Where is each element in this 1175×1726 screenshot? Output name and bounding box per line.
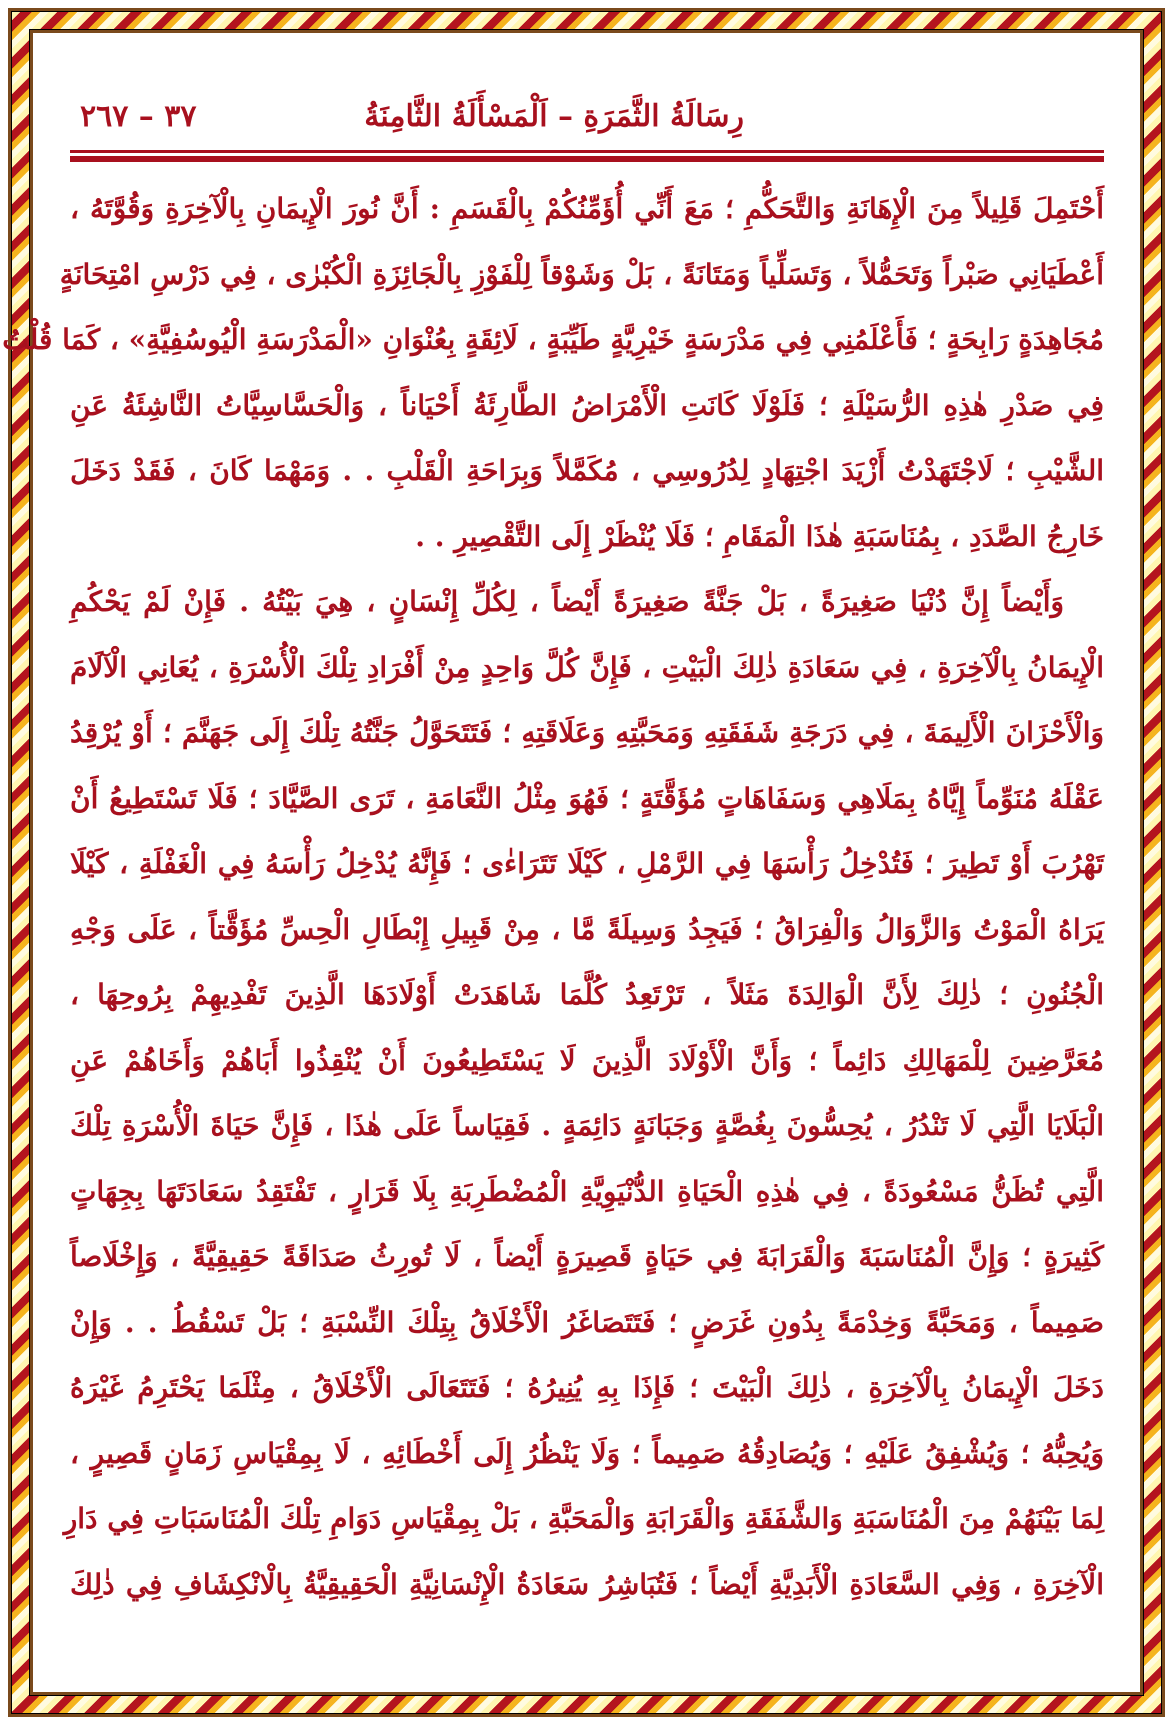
page-number: ٣٧ – ٢٦٧ (80, 98, 197, 134)
text-line: الْبَلَايَا الَّتِي لَا تَنْدُرُ ، يُحِسُّونَ بِغُصَّةٍ وَجَبَانَةٍ دَائِمَةٍ . فَقِيَاساً عَلَى هٰذَا ، فَإِنَّ حَيَاةَ الْأُسْرَةِ تِلْكَ (70, 1109, 1104, 1142)
text-line: الْآخِرَةِ ، وَفِي السَّعَادَةِ الْأَبَدِيَّةِ أَيْضاً ؛ فَتُبَاشِرُ سَعَادَةُ الْإِنْسَانِيَّةِ الْحَقِيقِيَّةُ بِالْانْكِشَافِ فِي ذٰلِكَ (70, 1567, 1104, 1601)
text-line: دَخَلَ الْإِيمَانُ بِالْآخِرَةِ ، ذٰلِكَ الْبَيْتَ ؛ فَإِذَا بِهِ يُنِيرُهُ ؛ فَتَتَعَالَى الْأَخْلَاقُ ، مِثْلَمَا يَحْتَرِمُ غَيْرَهُ (70, 1371, 1104, 1404)
header-rule-thin (70, 150, 1104, 153)
text-line: فِي صَدْرِ هٰذِهِ الرُّسَيْلَةِ ؛ فَلَوْلَا كَانَتِ الْأَمْرَاضُ الطَّارِئَةُ أَحْيَاناً ، وَالْحَسَّاسِيَّاتُ النَّاشِئَةُ عَنِ (70, 388, 1104, 422)
text-line: الْجُنُونِ ؛ ذٰلِكَ لِأَنَّ الْوَالِدَةَ مَثَلاً ، تَرْتَعِدُ كُلَّمَا شَاهَدَتْ أَوْلَادَهَا الَّذِينَ تَفْدِيهِمْ بِرُوحِهَا ، (70, 978, 1104, 1011)
text-line: عَقْلَهُ مُنَوِّماً إِيَّاهُ بِمَلَاهِي وَسَفَاهَاتٍ مُؤَقَّتَةٍ ؛ فَهُوَ مِثْلُ النَّعَامَةِ ، تَرَى الصَّيَّادَ ؛ فَلَا تَسْتَطِيعُ أَنْ (70, 781, 1104, 815)
text-line: أَعْطَيَانِي صَبْراً وَتَحَمُّلاً ، وَتَسَلِّياً وَمَتَانَةً ، بَلْ وَشَوْقاً لِلْفَوْزِ بِالْجَائِزَةِ الْكُبْرٰى ، فِي دَرْسِ امْتِحَانَةٍ (59, 257, 1104, 291)
header-rule-thick (70, 156, 1104, 162)
text-line: الَّتِي تُظَنُّ مَسْعُودَةً ، فِي هٰذِهِ الْحَيَاةِ الدُّنْيَوِيَّةِ الْمُضْطَرِبَةِ بِلَا قَرَارٍ ، تَفْتَقِدُ سَعَادَتَهَا بِجِهَاتٍ (70, 1174, 1104, 1208)
text-line: مُجَاهِدَةٍ رَابِحَةٍ ؛ فَأَعْلَمُنِي فِي مَدْرَسَةٍ خَيْرِيَّةٍ طَيِّبَةٍ ، لَائِقَةٍ بِعُنْوَانِ «الْمَدْرَسَةِ الْيُوسُفِيَّةِ» ، كَمَا قُلْتُ (2, 323, 1104, 356)
paragraph-2 (63, 569, 1104, 1617)
text-line: لِمَا بَيْنَهُمْ مِنَ الْمُنَاسَبَةِ وَالشَّفَقَةِ وَالْقَرَابَةِ وَالْمَحَبَّةِ ، بَلْ بِمِقْيَاسِ دَوَامِ تِلْكَ الْمُنَاسَبَاتِ فِي دَارِ (63, 1502, 1104, 1535)
text-line: وَيُحِبُّهُ ؛ وَيُشْفِقُ عَلَيْهِ ؛ وَيُصَادِقُهُ صَمِيماً ؛ وَلَا يَنْظُرُ إِلَى أَخْطَائِهِ ، لَا بِمِقْيَاسِ زَمَانٍ قَصِيرٍ ، (70, 1436, 1104, 1470)
page-header (70, 88, 1104, 144)
text-line: تَهْرُبَ أَوْ تَطِيرَ ؛ فَتُدْخِلُ رَأْسَهَا فِي الرَّمْلِ ، كَيْلَا تَتَرَاءٰى ؛ فَإِنَّهُ يُدْخِلُ رَأْسَهُ فِي الْغَفْلَةِ ، كَيْلَا (70, 847, 1104, 880)
document-page (2, 88, 1104, 1617)
paragraph-1 (2, 176, 1104, 569)
body-text (2, 176, 1104, 1617)
text-line: مُعَرَّضِينَ لِلْمَهَالِكِ دَائِماً ؛ وَأَنَّ الْأَوْلَادَ الَّذِينَ لَا يَسْتَطِيعُونَ أَنْ يُنْقِذُوا أَبَاهُمْ وَأَخَاهُمْ عَنِ (70, 1043, 1104, 1077)
text-line: وَالْأَحْزَانَ الْأَلِيمَةَ ، فِي دَرَجَةِ شَفَقَتِهِ وَمَحَبَّتِهِ وَعَلَاقَتِهِ ؛ فَتَتَحَوَّلُ جَنَّتُهُ تِلْكَ إِلَى جَهَنَّمَ ؛ أَوْ يُرْقِدُ (70, 716, 1104, 749)
text-line-indented: وَأَيْضاً إِنَّ دُنْيَا صَغِيرَةً ، بَلْ جَنَّةً صَغِيرَةً أَيْضاً ، لِكُلِّ إِنْسَانٍ ، هِيَ بَيْتُهُ . فَإِنْ لَمْ يَحْكُمِ (70, 585, 1064, 618)
text-line: الْإِيمَانُ بِالْآخِرَةِ ، فِي سَعَادَةِ ذٰلِكَ الْبَيْتِ ، فَإِنَّ كُلَّ وَاحِدٍ مِنْ أَفْرَادِ تِلْكَ الْأُسْرَةِ ، يُعَانِي الْآلَامَ (70, 650, 1104, 684)
text-line: كَثِيرَةٍ ؛ وَإِنَّ الْمُنَاسَبَةَ وَالْقَرَابَةَ فِي حَيَاةٍ قَصِيرَةٍ أَيْضاً ، لَا تُورِثُ صَدَاقَةً حَقِيقِيَّةً ، وَإِخْلَاصاً (70, 1240, 1104, 1273)
text-line: يَرَاهُ الْمَوْتُ وَالزَّوَالُ وَالْفِرَاقُ ؛ فَيَجِدُ وَسِيلَةً مَّا ، مِنْ قَبِيلِ إِبْطَالِ الْحِسِّ مُؤَقَّتاً ، عَلَى وَجْهِ (70, 912, 1104, 946)
text-line: أَحْتَمِلَ قَلِيلاً مِنَ الْإِهَانَةِ وَالتَّحَكُّمِ ؛ مَعَ أَنِّي أُؤَمِّنُكُمْ بِالْقَسَمِ : أَنَّ نُورَ الْإِيمَانِ بِالْآخِرَةِ وَقُوَّتَهُ ، (70, 192, 1104, 225)
running-title: رِسَالَةُ الثَّمَرَةِ – اَلْمَسْأَلَةُ الثَّامِنَةُ (364, 98, 744, 134)
text-line: خَارِجُ الصَّدَدِ ، بِمُنَاسَبَةِ هٰذَا الْمَقَامِ ؛ فَلَا يُنْظَرْ إِلَى التَّقْصِيرِ . . (415, 519, 1104, 553)
text-line: الشَّيْبِ ؛ لَاجْتَهَدْتُ أَزْيَدَ اجْتِهَادٍ لِدُرُوسِي ، مُكَمَّلاً وَبِرَاحَةِ الْقَلْبِ . . وَمَهْمَا كَانَ ، فَقَدْ دَخَلَ (70, 454, 1104, 487)
text-line: صَمِيماً ، وَمَحَبَّةً وَخِدْمَةً بِدُونِ غَرَضٍ ؛ فَتَتَصَاغَرُ الْأَخْلَاقُ بِتِلْكَ النِّسْبَةِ ؛ بَلْ تَسْقُطُ . . وَإِنْ (70, 1305, 1104, 1339)
